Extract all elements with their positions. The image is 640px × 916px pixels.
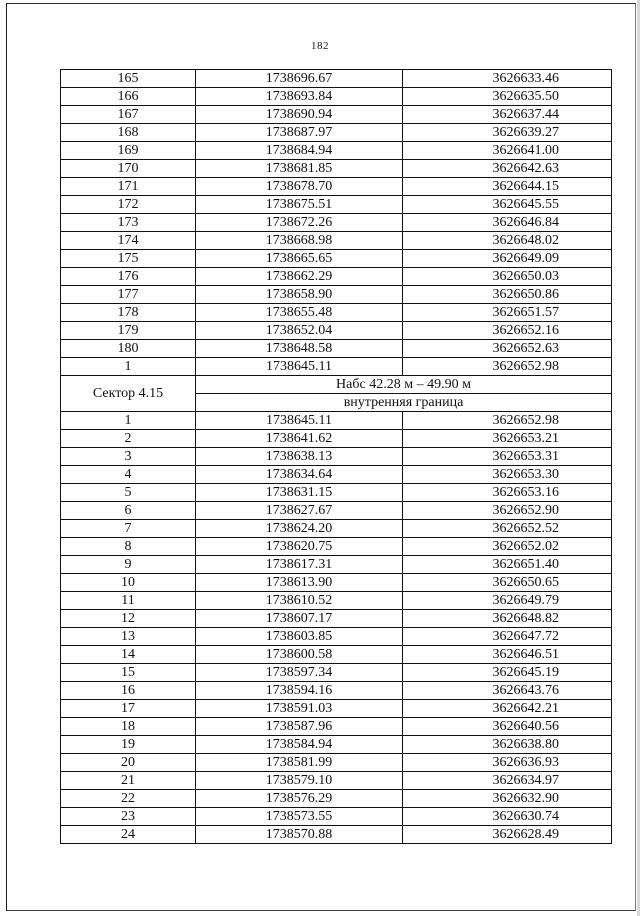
y-coordinate: 3626643.76 (403, 682, 612, 700)
y-coordinate: 3626649.79 (403, 592, 612, 610)
point-number: 2 (61, 430, 196, 448)
x-coordinate: 1738584.94 (196, 736, 403, 754)
table-row (61, 664, 612, 682)
point-number: 177 (61, 286, 196, 304)
point-number: 166 (61, 88, 196, 106)
y-coordinate: 3626633.46 (403, 70, 612, 88)
y-coordinate: 3626632.90 (403, 790, 612, 808)
x-coordinate: 1738645.11 (196, 358, 403, 376)
table-row (61, 430, 612, 448)
y-coordinate: 3626653.30 (403, 466, 612, 484)
table-row (61, 232, 612, 250)
sector-height-range: Набс 42.28 м – 49.90 м (196, 376, 612, 394)
y-coordinate: 3626652.52 (403, 520, 612, 538)
x-coordinate: 1738693.84 (196, 88, 403, 106)
point-number: 16 (61, 682, 196, 700)
table-row (61, 340, 612, 358)
x-coordinate: 1738648.58 (196, 340, 403, 358)
table-row (61, 124, 612, 142)
table-row (61, 106, 612, 124)
x-coordinate: 1738613.90 (196, 574, 403, 592)
x-coordinate: 1738624.20 (196, 520, 403, 538)
y-coordinate: 3626651.40 (403, 556, 612, 574)
point-number: 7 (61, 520, 196, 538)
x-coordinate: 1738576.29 (196, 790, 403, 808)
table-row (61, 268, 612, 286)
y-coordinate: 3626647.72 (403, 628, 612, 646)
point-number: 14 (61, 646, 196, 664)
y-coordinate: 3626638.80 (403, 736, 612, 754)
x-coordinate: 1738597.34 (196, 664, 403, 682)
y-coordinate: 3626652.02 (403, 538, 612, 556)
table-row (61, 538, 612, 556)
y-coordinate: 3626652.98 (403, 358, 612, 376)
x-coordinate: 1738684.94 (196, 142, 403, 160)
point-number: 168 (61, 124, 196, 142)
point-number: 15 (61, 664, 196, 682)
x-coordinate: 1738681.85 (196, 160, 403, 178)
point-number: 17 (61, 700, 196, 718)
x-coordinate: 1738655.48 (196, 304, 403, 322)
table-row (61, 448, 612, 466)
table-row (61, 790, 612, 808)
x-coordinate: 1738591.03 (196, 700, 403, 718)
table-row (61, 178, 612, 196)
point-number: 3 (61, 448, 196, 466)
x-coordinate: 1738634.64 (196, 466, 403, 484)
x-coordinate: 1738687.97 (196, 124, 403, 142)
table-row (61, 556, 612, 574)
table-row (61, 700, 612, 718)
y-coordinate: 3626630.74 (403, 808, 612, 826)
x-coordinate: 1738658.90 (196, 286, 403, 304)
point-number: 20 (61, 754, 196, 772)
point-number: 169 (61, 142, 196, 160)
y-coordinate: 3626637.44 (403, 106, 612, 124)
point-number: 176 (61, 268, 196, 286)
x-coordinate: 1738603.85 (196, 628, 403, 646)
x-coordinate: 1738672.26 (196, 214, 403, 232)
table-row (61, 646, 612, 664)
table-row (61, 628, 612, 646)
sector-boundary: внутренняя граница (196, 394, 612, 412)
x-coordinate: 1738638.13 (196, 448, 403, 466)
y-coordinate: 3626646.84 (403, 214, 612, 232)
point-number: 165 (61, 70, 196, 88)
table-row (61, 250, 612, 268)
y-coordinate: 3626650.86 (403, 286, 612, 304)
point-number: 22 (61, 790, 196, 808)
table-row (61, 718, 612, 736)
point-number: 6 (61, 502, 196, 520)
table-row (61, 286, 612, 304)
x-coordinate: 1738607.17 (196, 610, 403, 628)
table-row (61, 682, 612, 700)
coordinates-rows-upper (61, 70, 612, 376)
x-coordinate: 1738690.94 (196, 106, 403, 124)
point-number: 10 (61, 574, 196, 592)
x-coordinate: 1738579.10 (196, 772, 403, 790)
x-coordinate: 1738581.99 (196, 754, 403, 772)
sector-header-row (61, 376, 612, 394)
point-number: 178 (61, 304, 196, 322)
point-number: 175 (61, 250, 196, 268)
y-coordinate: 3626652.90 (403, 502, 612, 520)
sector-label: Сектор 4.15 (61, 376, 196, 412)
x-coordinate: 1738678.70 (196, 178, 403, 196)
table-row (61, 520, 612, 538)
x-coordinate: 1738631.15 (196, 484, 403, 502)
x-coordinate: 1738652.04 (196, 322, 403, 340)
y-coordinate: 3626644.15 (403, 178, 612, 196)
x-coordinate: 1738600.58 (196, 646, 403, 664)
point-number: 172 (61, 196, 196, 214)
y-coordinate: 3626639.27 (403, 124, 612, 142)
y-coordinate: 3626634.97 (403, 772, 612, 790)
y-coordinate: 3626636.93 (403, 754, 612, 772)
point-number: 19 (61, 736, 196, 754)
y-coordinate: 3626640.56 (403, 718, 612, 736)
point-number: 5 (61, 484, 196, 502)
point-number: 179 (61, 322, 196, 340)
table-row (61, 304, 612, 322)
x-coordinate: 1738696.67 (196, 70, 403, 88)
y-coordinate: 3626651.57 (403, 304, 612, 322)
y-coordinate: 3626628.49 (403, 826, 612, 844)
y-coordinate: 3626641.00 (403, 142, 612, 160)
y-coordinate: 3626645.55 (403, 196, 612, 214)
point-number: 180 (61, 340, 196, 358)
table-row (61, 160, 612, 178)
x-coordinate: 1738665.65 (196, 250, 403, 268)
x-coordinate: 1738617.31 (196, 556, 403, 574)
y-coordinate: 3626648.82 (403, 610, 612, 628)
point-number: 11 (61, 592, 196, 610)
point-number: 24 (61, 826, 196, 844)
page-number: 182 (311, 40, 329, 52)
y-coordinate: 3626653.21 (403, 430, 612, 448)
x-coordinate: 1738662.29 (196, 268, 403, 286)
y-coordinate: 3626642.21 (403, 700, 612, 718)
y-coordinate: 3626650.03 (403, 268, 612, 286)
point-number: 13 (61, 628, 196, 646)
y-coordinate: 3626652.63 (403, 340, 612, 358)
table-row (61, 142, 612, 160)
x-coordinate: 1738570.88 (196, 826, 403, 844)
point-number: 1 (61, 412, 196, 430)
table-row (61, 592, 612, 610)
table-row (61, 826, 612, 844)
y-coordinate: 3626635.50 (403, 88, 612, 106)
coordinates-rows-lower (61, 412, 612, 844)
table-row (61, 358, 612, 376)
point-number: 12 (61, 610, 196, 628)
x-coordinate: 1738675.51 (196, 196, 403, 214)
table-row (61, 754, 612, 772)
table-row (61, 736, 612, 754)
y-coordinate: 3626646.51 (403, 646, 612, 664)
x-coordinate: 1738573.55 (196, 808, 403, 826)
y-coordinate: 3626652.16 (403, 322, 612, 340)
x-coordinate: 1738627.67 (196, 502, 403, 520)
table-row (61, 322, 612, 340)
x-coordinate: 1738620.75 (196, 538, 403, 556)
table-row (61, 412, 612, 430)
table-row (61, 574, 612, 592)
table-row (61, 196, 612, 214)
y-coordinate: 3626649.09 (403, 250, 612, 268)
point-number: 9 (61, 556, 196, 574)
y-coordinate: 3626650.65 (403, 574, 612, 592)
x-coordinate: 1738594.16 (196, 682, 403, 700)
x-coordinate: 1738587.96 (196, 718, 403, 736)
table-row (61, 808, 612, 826)
point-number: 21 (61, 772, 196, 790)
y-coordinate: 3626645.19 (403, 664, 612, 682)
point-number: 8 (61, 538, 196, 556)
y-coordinate: 3626653.31 (403, 448, 612, 466)
point-number: 167 (61, 106, 196, 124)
point-number: 4 (61, 466, 196, 484)
point-number: 174 (61, 232, 196, 250)
y-coordinate: 3626642.63 (403, 160, 612, 178)
x-coordinate: 1738641.62 (196, 430, 403, 448)
y-coordinate: 3626648.02 (403, 232, 612, 250)
table-row (61, 502, 612, 520)
table-row (61, 88, 612, 106)
x-coordinate: 1738668.98 (196, 232, 403, 250)
table-row (61, 70, 612, 88)
point-number: 170 (61, 160, 196, 178)
x-coordinate: 1738610.52 (196, 592, 403, 610)
point-number: 23 (61, 808, 196, 826)
table-row (61, 484, 612, 502)
y-coordinate: 3626653.16 (403, 484, 612, 502)
x-coordinate: 1738645.11 (196, 412, 403, 430)
table-row (61, 466, 612, 484)
sector-header (61, 376, 612, 412)
table-row (61, 772, 612, 790)
point-number: 171 (61, 178, 196, 196)
point-number: 18 (61, 718, 196, 736)
coordinates-table (60, 69, 612, 844)
table-row (61, 214, 612, 232)
point-number: 173 (61, 214, 196, 232)
table-row (61, 610, 612, 628)
y-coordinate: 3626652.98 (403, 412, 612, 430)
point-number: 1 (61, 358, 196, 376)
